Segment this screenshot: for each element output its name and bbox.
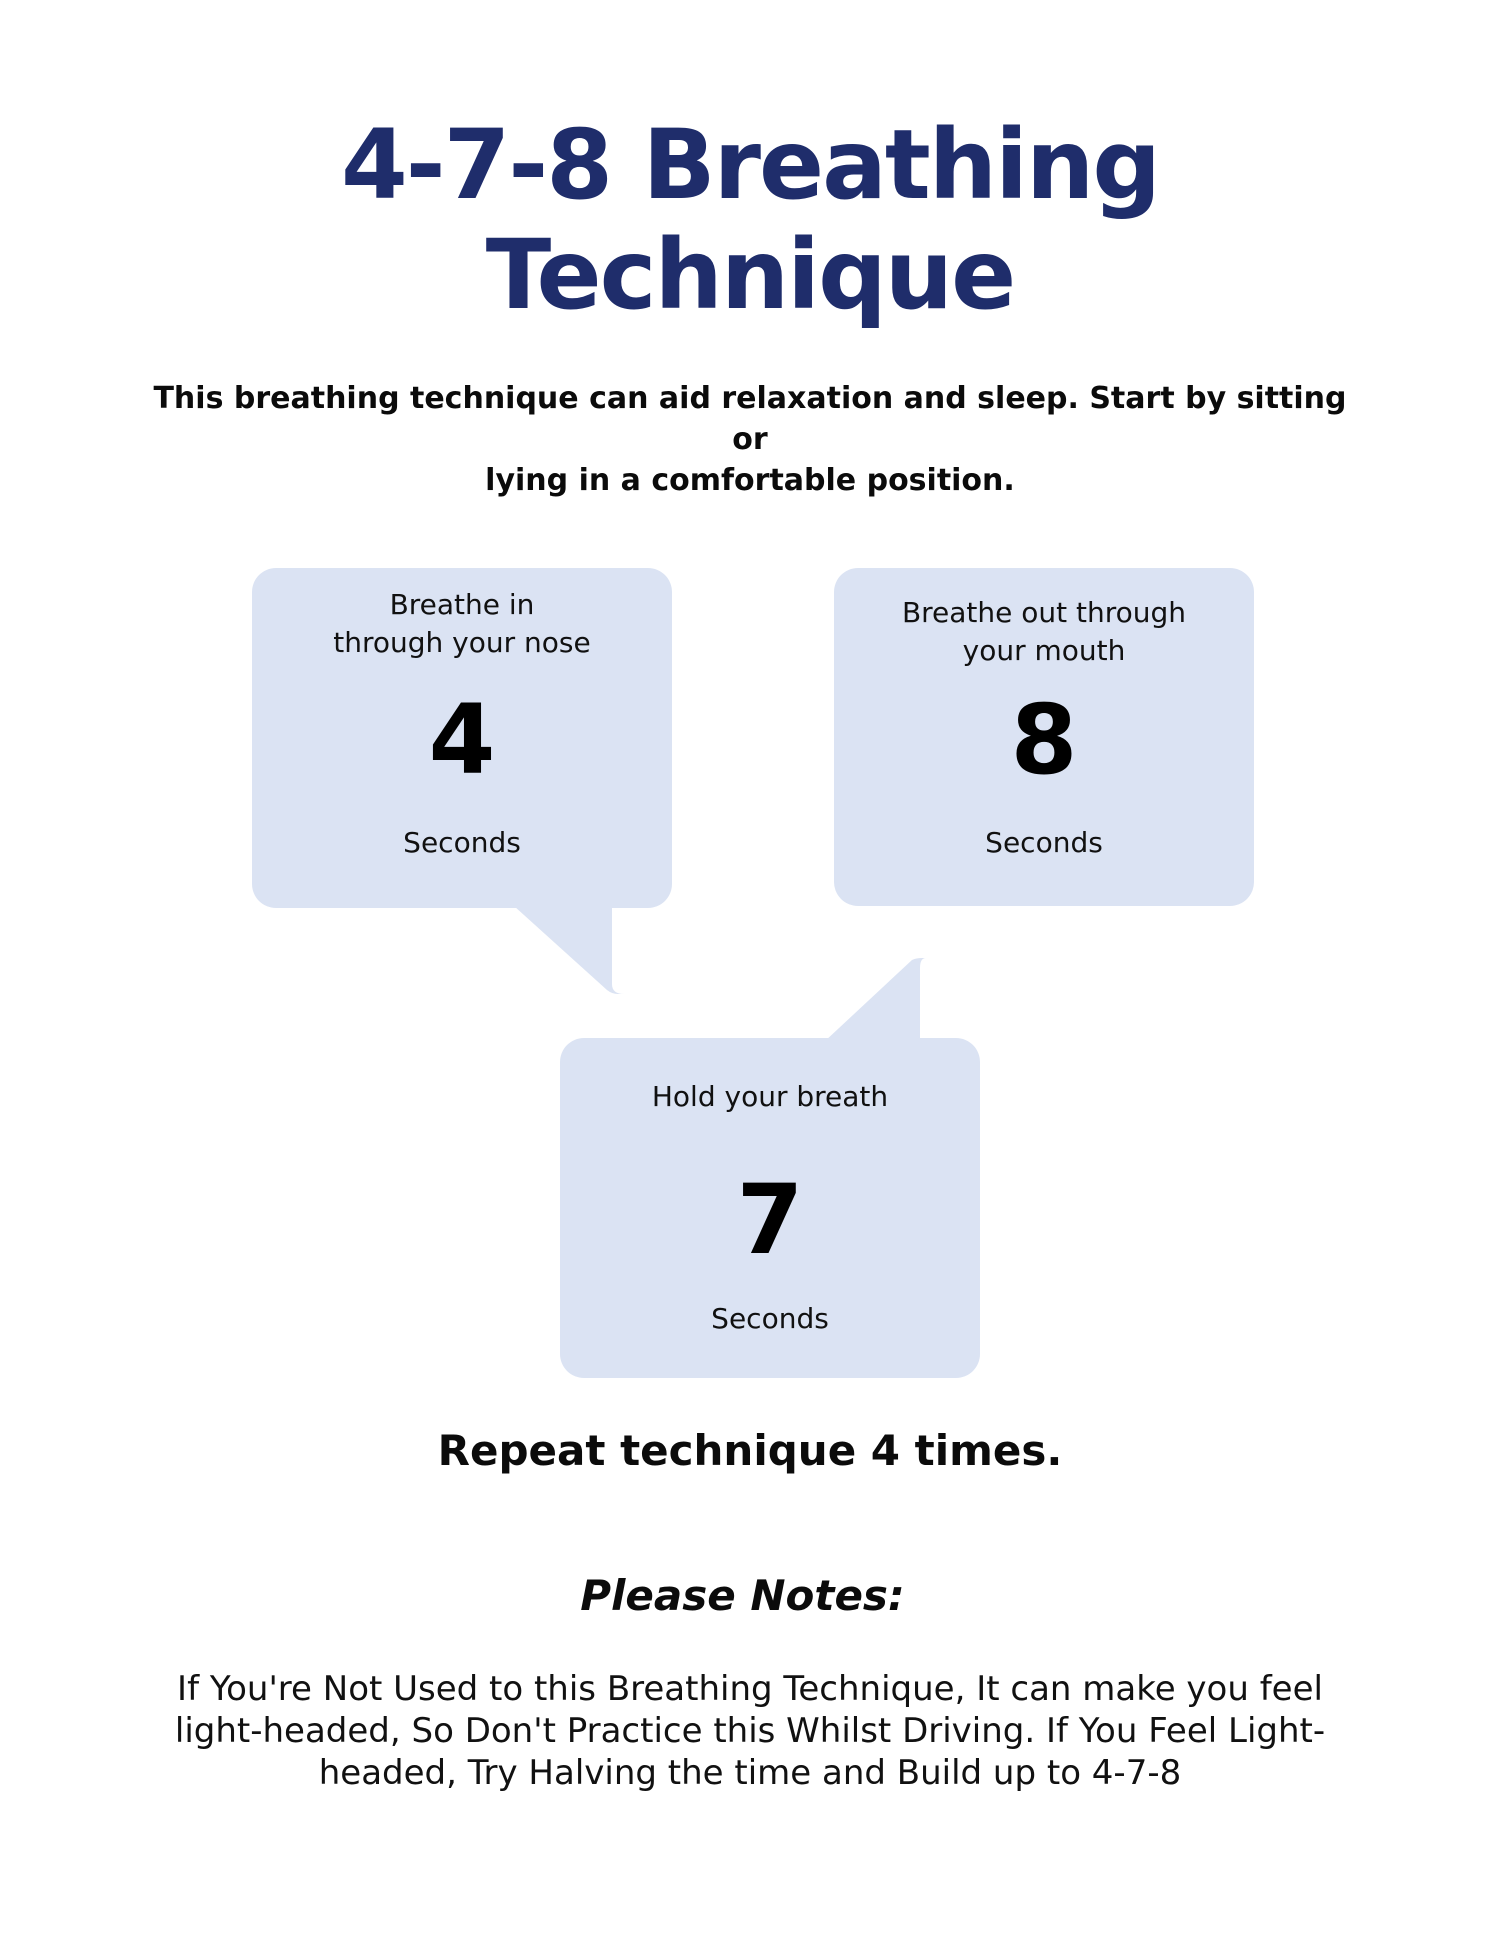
step-label-line-1: Breathe in [389,588,535,621]
step-count: 7 [736,1164,804,1276]
step-label [252,586,672,662]
page-title-line-1: 4-7-8 Breathing [340,109,1160,221]
step-count: 8 [1010,684,1078,796]
step-label-line-1: Breathe out through [901,596,1187,629]
step-bubble-inhale [252,568,672,988]
page-title [0,110,1500,330]
intro-text [150,378,1350,501]
step-label [560,1078,980,1116]
step-bubble-hold [560,960,980,1380]
notes-body: If You're Not Used to this Breathing Technique, It can make you feel light-headed, So Don't Practice this Whilst Driving. If You Feel Light-headed, Try Halving the time and Build up to 4-7-8 [174,1669,1326,1793]
step-bubble-exhale [834,568,1254,908]
step-label-line-1: Hold your breath [651,1080,889,1113]
intro-line-1: This breathing technique can aid relaxation and sleep. Start by sitting or [153,381,1347,457]
step-unit: Seconds [403,826,521,859]
notes-heading: Please Notes: [580,1571,905,1620]
intro-line-2: lying in a comfortable position. [485,463,1015,498]
step-label-line-2: your mouth [962,634,1126,667]
repeat-instruction: Repeat technique 4 times. [437,1426,1063,1475]
page-title-line-2: Technique [485,219,1015,331]
step-label-line-2: through your nose [333,626,591,659]
step-unit: Seconds [711,1302,829,1335]
step-label [834,594,1254,670]
step-count: 4 [428,684,496,796]
step-unit: Seconds [985,826,1103,859]
